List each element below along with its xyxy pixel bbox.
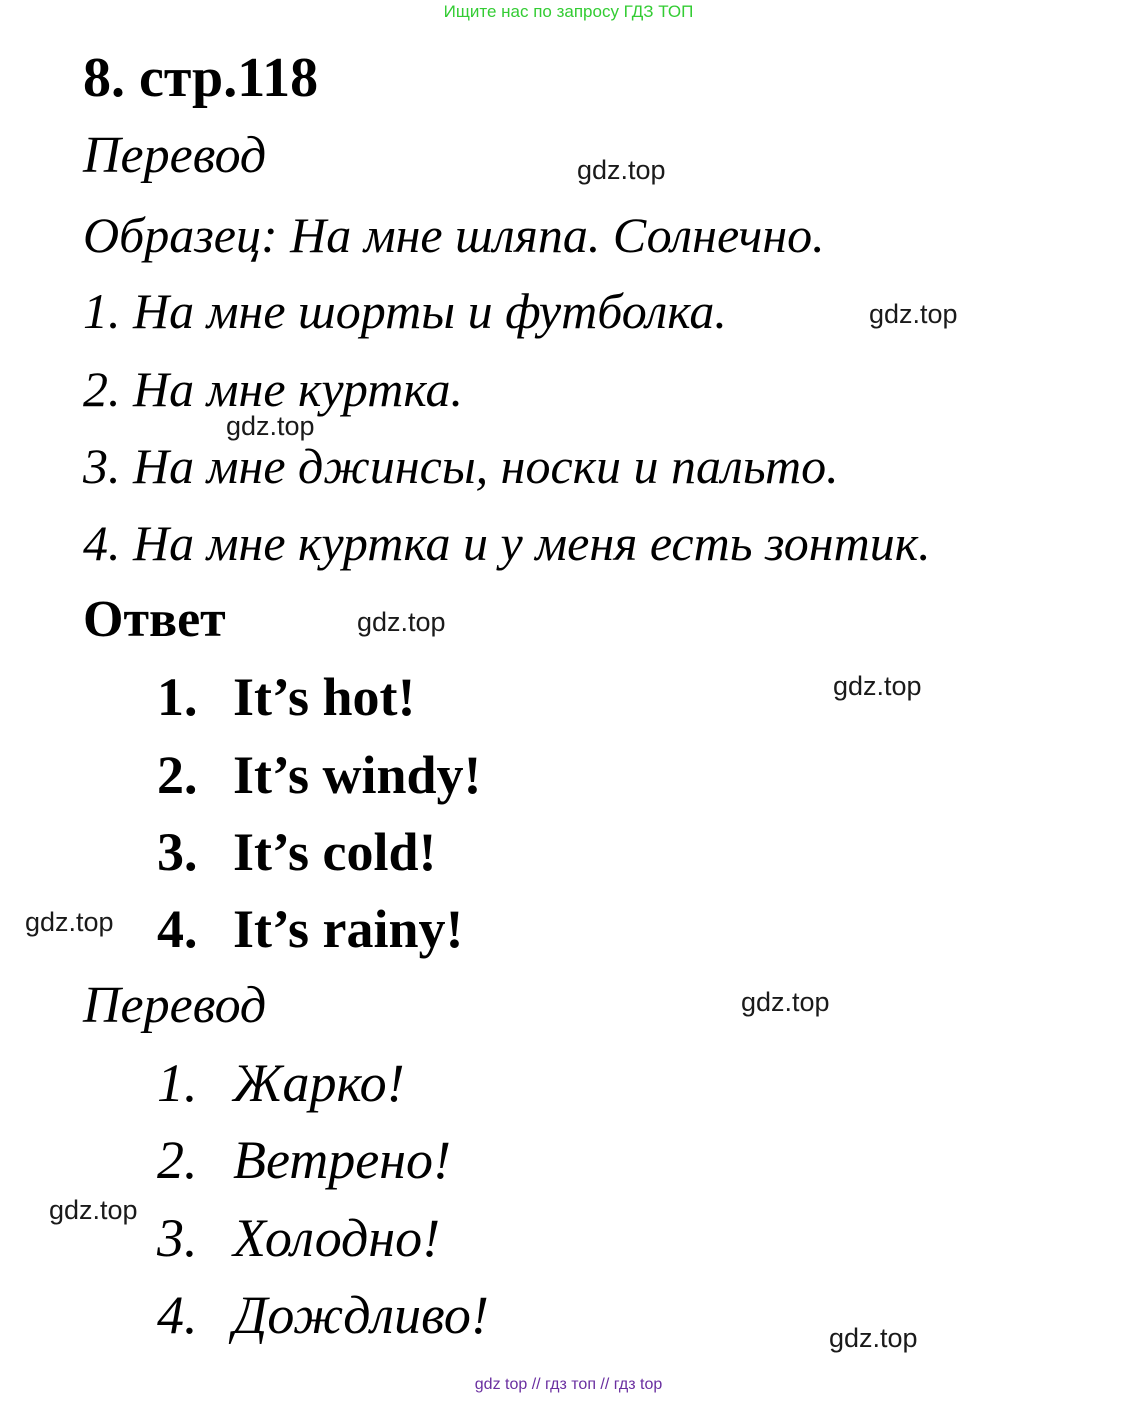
translation-text: Холодно! (233, 1208, 441, 1268)
answer-item (157, 744, 482, 806)
answer-number: 3. (157, 822, 198, 882)
translation-number: 2. (157, 1130, 198, 1190)
translation-item (157, 1207, 440, 1269)
answer-text: It’s cold! (233, 822, 437, 882)
answer-item (157, 821, 436, 883)
translation-text: Ветрено! (233, 1130, 451, 1190)
translation-heading: Перевод (83, 127, 267, 184)
translation-number: 4. (157, 1285, 198, 1345)
watermark: gdz.top (226, 411, 315, 441)
translation-text: Жарко! (233, 1053, 405, 1113)
watermark: gdz.top (829, 1323, 918, 1353)
translation-text: Дождливо! (233, 1285, 489, 1345)
page-title: 8. стр.118 (83, 47, 319, 109)
task-line-2: 2. На мне куртка. (83, 361, 464, 417)
answer-number: 4. (157, 899, 198, 959)
watermark: gdz.top (577, 155, 666, 185)
answer-item (157, 666, 416, 728)
watermark: gdz.top (25, 907, 114, 937)
top-banner: Ищите нас по запросу ГДЗ ТОП (443, 2, 694, 21)
watermark: gdz.top (833, 671, 922, 701)
translation-item (157, 1129, 451, 1191)
task-line-3: 3. На мне джинсы, носки и пальто. (83, 438, 839, 494)
answer-item (157, 898, 463, 960)
answer-number: 1. (157, 667, 198, 727)
footer-links: gdz top // гдз топ // гдз top (474, 1376, 663, 1393)
translation-item (157, 1284, 489, 1346)
task-line-example: Образец: На мне шляпа. Солнечно. (83, 207, 825, 263)
watermark: gdz.top (869, 299, 958, 329)
task-line-4: 4. На мне куртка и у меня есть зонтик. (83, 515, 931, 571)
watermark: gdz.top (49, 1195, 138, 1225)
translation-number: 3. (157, 1208, 198, 1268)
answer-text: It’s windy! (233, 745, 482, 805)
watermark: gdz.top (357, 607, 446, 637)
translation-item (157, 1052, 405, 1114)
answer-number: 2. (157, 745, 198, 805)
translation-heading-2: Перевод (83, 977, 267, 1034)
translation-number: 1. (157, 1053, 198, 1113)
answer-heading: Ответ (83, 591, 226, 648)
answer-text: It’s rainy! (233, 899, 464, 959)
watermark: gdz.top (741, 987, 830, 1017)
answer-text: It’s hot! (233, 667, 416, 727)
task-line-1: 1. На мне шорты и футболка. (83, 283, 727, 339)
